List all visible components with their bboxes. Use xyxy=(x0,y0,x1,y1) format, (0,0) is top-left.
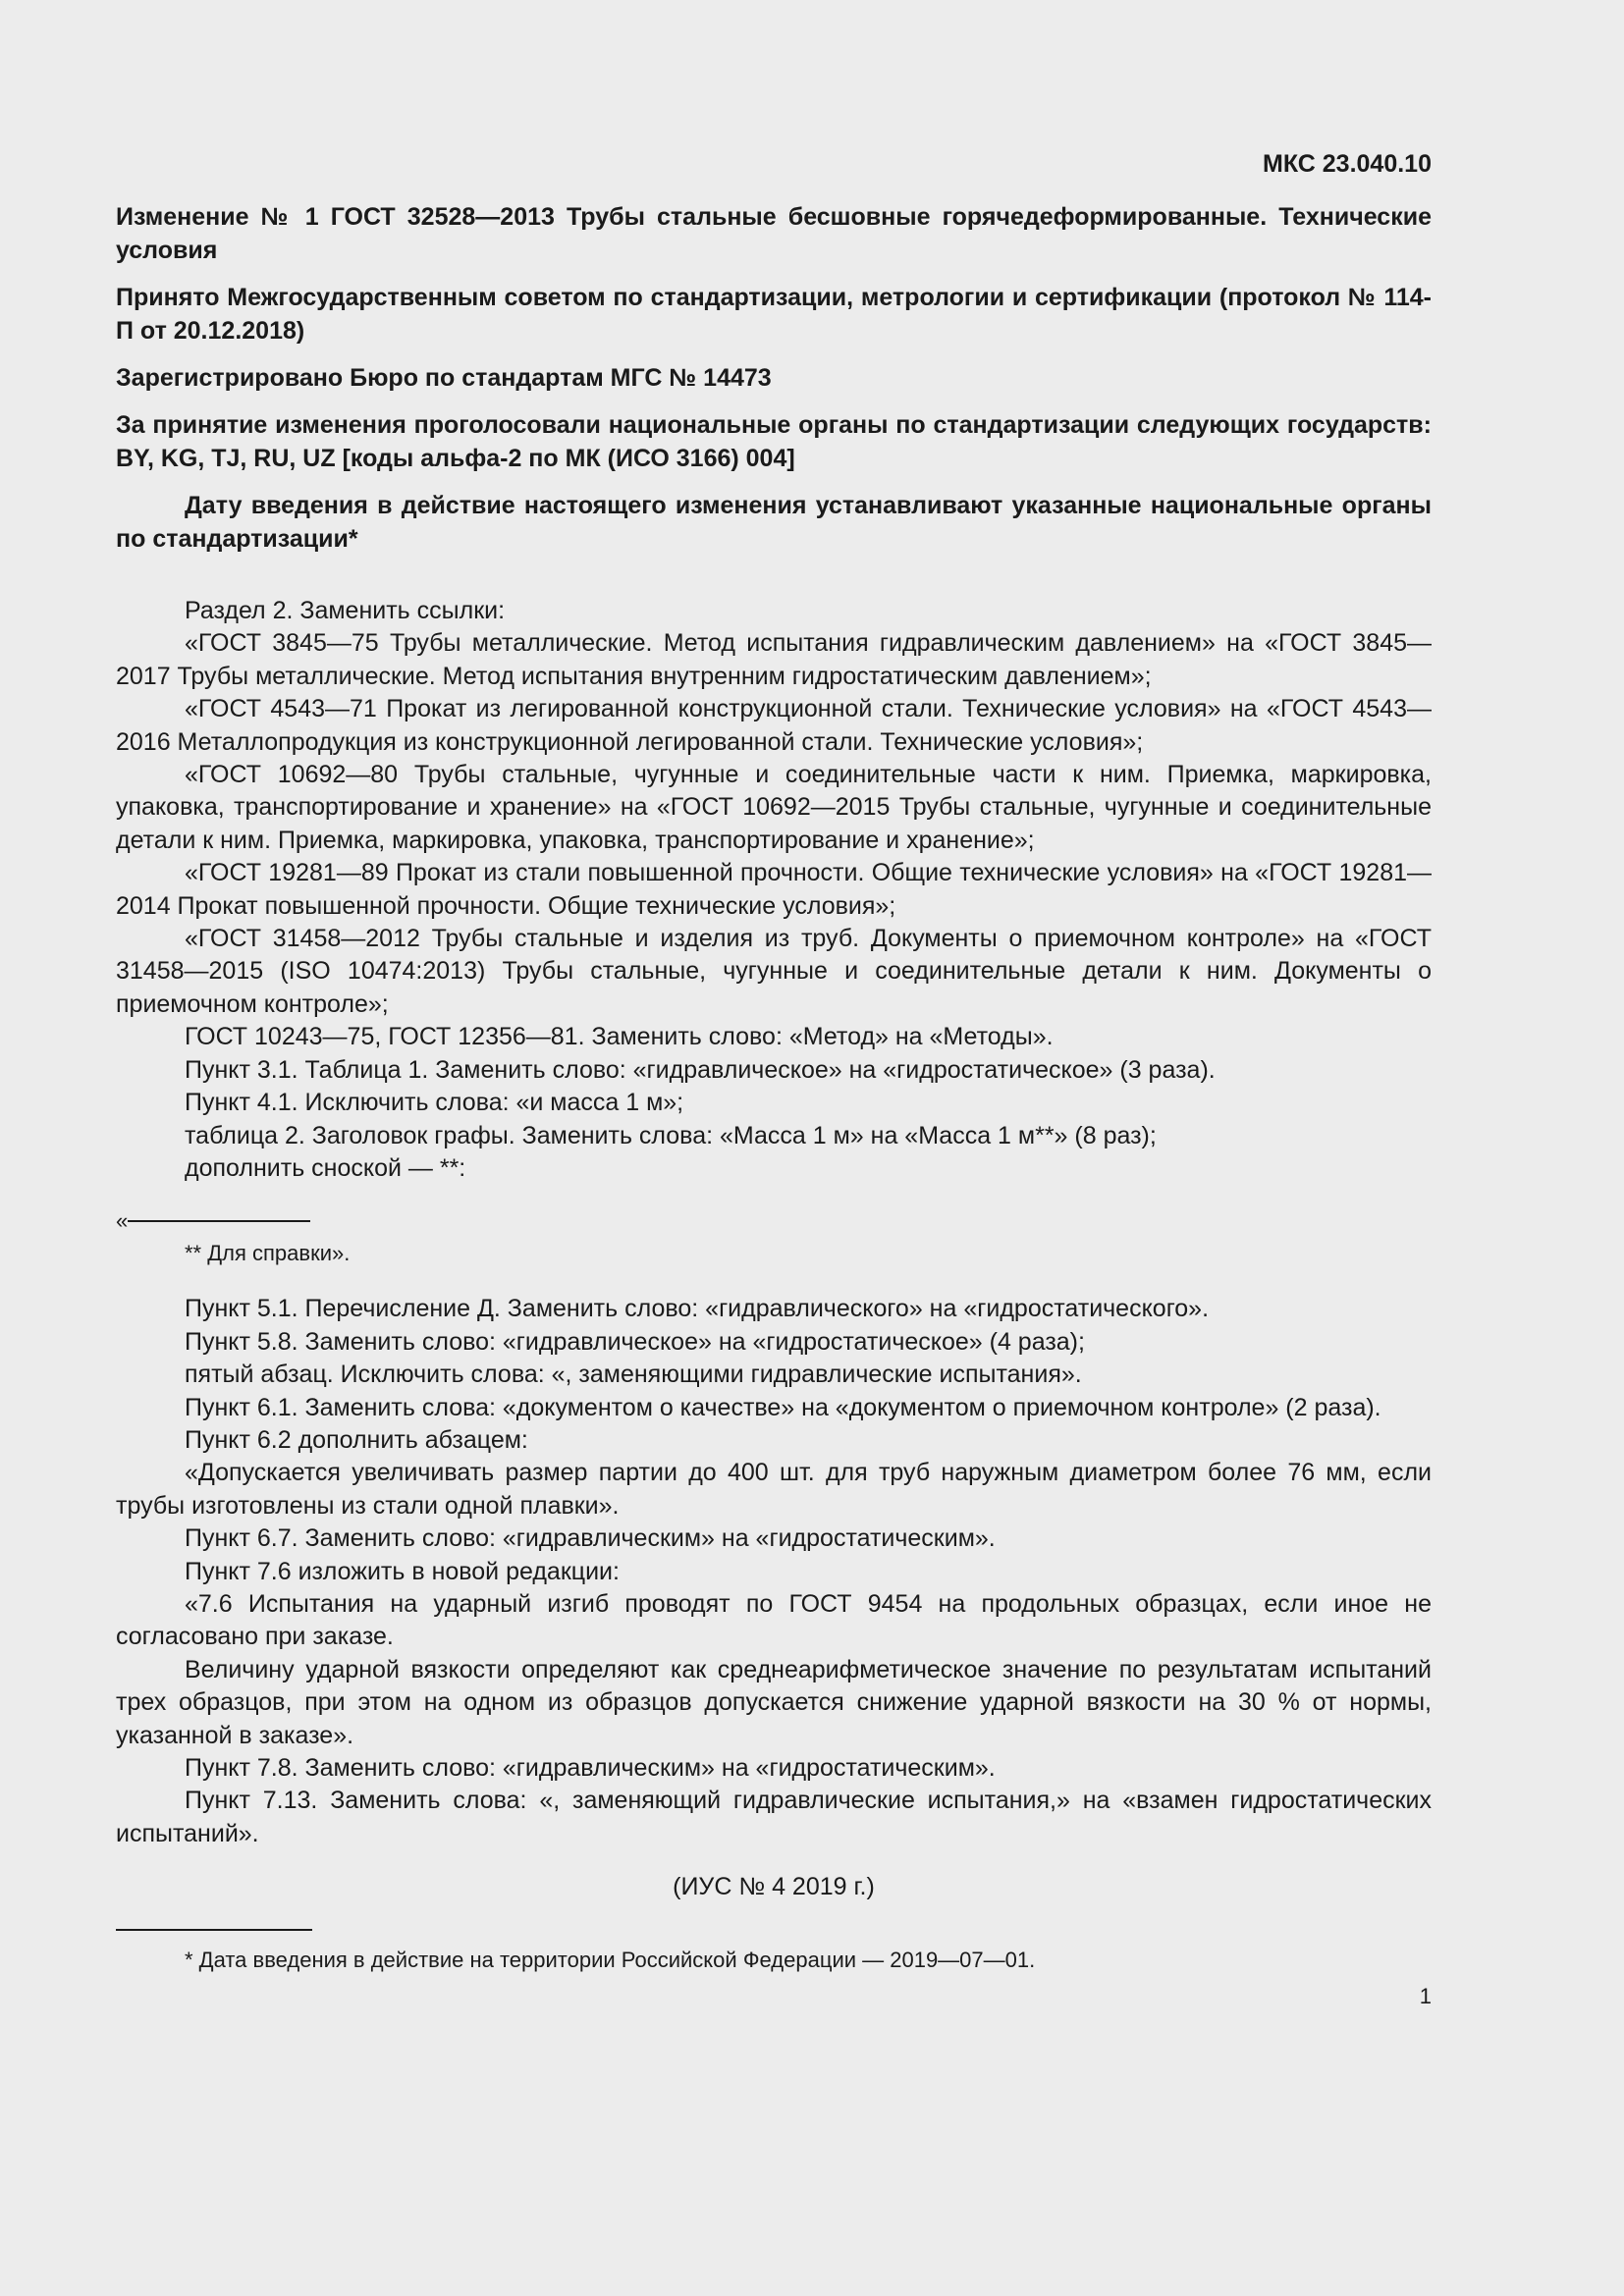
paragraph: Пункт 5.8. Заменить слово: «гидравлическое» на «гидростатическое» (4 раза); xyxy=(185,1327,1085,1356)
inner-footnote-separator xyxy=(116,1210,1432,1232)
voted-statement: За принятие изменения проголосовали национальные органы по стандартизации следующих государств: BY, KG, TJ, RU, UZ [коды альфа-2 по МК (ИСО 3166) 004] xyxy=(116,411,1432,472)
paragraph: Величину ударной вязкости определяют как среднеарифметическое значение по результатам испытаний трех образцов, при этом на одном из образцов допускается снижение ударной вязкости на 30 % от нормы, указанной в заказе». xyxy=(116,1655,1432,1749)
paragraph: Пункт 6.7. Заменить слово: «гидравлическим» на «гидростатическим». xyxy=(185,1524,996,1553)
paragraph: Пункт 7.8. Заменить слово: «гидравлическим» на «гидростатическим». xyxy=(185,1754,996,1782)
paragraph: «ГОСТ 31458—2012 Трубы стальные и изделия из труб. Документы о приемочном контроле» на «ГОСТ 31458—2015 (ISO 10474:2013) Трубы стальные, чугунные и соединительные детали к ним. Документы о приемочном контроле»; xyxy=(116,925,1432,1018)
opening-quote: « xyxy=(116,1208,129,1234)
separator-line xyxy=(128,1220,310,1222)
amendment-body xyxy=(116,595,1432,1850)
document-page xyxy=(116,147,1432,2011)
paragraph: Пункт 6.1. Заменить слова: «документом о качестве» на «документом о приемочном контроле» (2 раза). xyxy=(185,1393,1381,1421)
paragraph: Пункт 6.2 дополнить абзацем: xyxy=(185,1425,528,1454)
paragraph: Пункт 5.1. Перечисление Д. Заменить слово: «гидравлического» на «гидростатического». xyxy=(185,1295,1210,1323)
paragraph: «ГОСТ 4543—71 Прокат из легированной конструкционной стали. Технические условия» на «ГОСТ 4543—2016 Металлопродукция из конструкционной легированной стали. Технические условия»; xyxy=(116,695,1432,756)
footnote-separator xyxy=(116,1929,312,1931)
adopted-statement: Принято Межгосударственным советом по стандартизации, метрологии и сертификации (протокол № 114-П от 20.12.2018) xyxy=(116,284,1432,345)
inner-footnote-text: ** Для справки». xyxy=(185,1241,351,1266)
paragraph: Пункт 7.13. Заменить слова: «, заменяющий гидравлические испытания,» на «взамен гидростатических испытаний». xyxy=(116,1787,1432,1847)
paragraph: таблица 2. Заголовок графы. Заменить слова: «Масса 1 м» на «Масса 1 м**» (8 раз); xyxy=(185,1121,1157,1149)
classification-code: МКС 23.040.10 xyxy=(1263,150,1432,178)
paragraph: «Допускается увеличивать размер партии до 400 шт. для труб наружным диаметром более 76 мм, если трубы изготовлены из стали одной плавки». xyxy=(116,1459,1432,1520)
page-number: 1 xyxy=(1419,1984,1432,2009)
body-part-2 xyxy=(116,1293,1432,1850)
paragraph: «7.6 Испытания на ударный изгиб проводят по ГОСТ 9454 на продольных образцах, если иное не согласовано при заказе. xyxy=(116,1589,1432,1651)
paragraph: Пункт 3.1. Таблица 1. Заменить слово: «гидравлическое» на «гидростатическое» (3 раза). xyxy=(185,1055,1216,1084)
body-part-1 xyxy=(116,595,1432,1185)
paragraph: дополнить сноской — **: xyxy=(185,1153,466,1182)
paragraph: Раздел 2. Заменить ссылки: xyxy=(185,597,506,624)
paragraph: пятый абзац. Исключить слова: «, заменяющими гидравлические испытания». xyxy=(185,1361,1082,1389)
ius-reference: (ИУС № 4 2019 г.) xyxy=(673,1873,875,1901)
paragraph: «ГОСТ 19281—89 Прокат из стали повышенной прочности. Общие технические условия» на «ГОСТ 19281—2014 Прокат повышенной прочности. Общие технические условия»; xyxy=(116,859,1432,920)
paragraph: Пункт 4.1. Исключить слова: «и масса 1 м»; xyxy=(185,1089,684,1117)
page-footnote: * Дата введения в действие на территории Российской Федерации — 2019—07—01. xyxy=(185,1948,1036,1973)
registered-statement: Зарегистрировано Бюро по стандартам МГС № 14473 xyxy=(116,364,772,392)
paragraph: Пункт 7.6 изложить в новой редакции: xyxy=(185,1557,620,1585)
amendment-title: Изменение № 1 ГОСТ 32528—2013 Трубы стальные бесшовные горячедеформированные. Технические условия xyxy=(116,203,1432,264)
paragraph: «ГОСТ 3845—75 Трубы металлические. Метод испытания гидравлическим давлением» на «ГОСТ 3845—2017 Трубы металлические. Метод испытания внутренним гидростатическим давлением»; xyxy=(116,629,1432,690)
paragraph: ГОСТ 10243—75, ГОСТ 12356—81. Заменить слово: «Метод» на «Методы». xyxy=(185,1023,1054,1051)
paragraph: «ГОСТ 10692—80 Трубы стальные, чугунные и соединительные части к ним. Приемка, маркировка, упаковка, транспортирование и хранение» на «ГОСТ 10692—2015 Трубы стальные, чугунные и соединительные детали к ним. Приемка, маркировка, упаковка, транспортирование и хранение»; xyxy=(116,761,1432,854)
effective-date-statement: Дату введения в действие настоящего изменения устанавливают указанные национальные органы по стандартизации* xyxy=(116,492,1432,553)
